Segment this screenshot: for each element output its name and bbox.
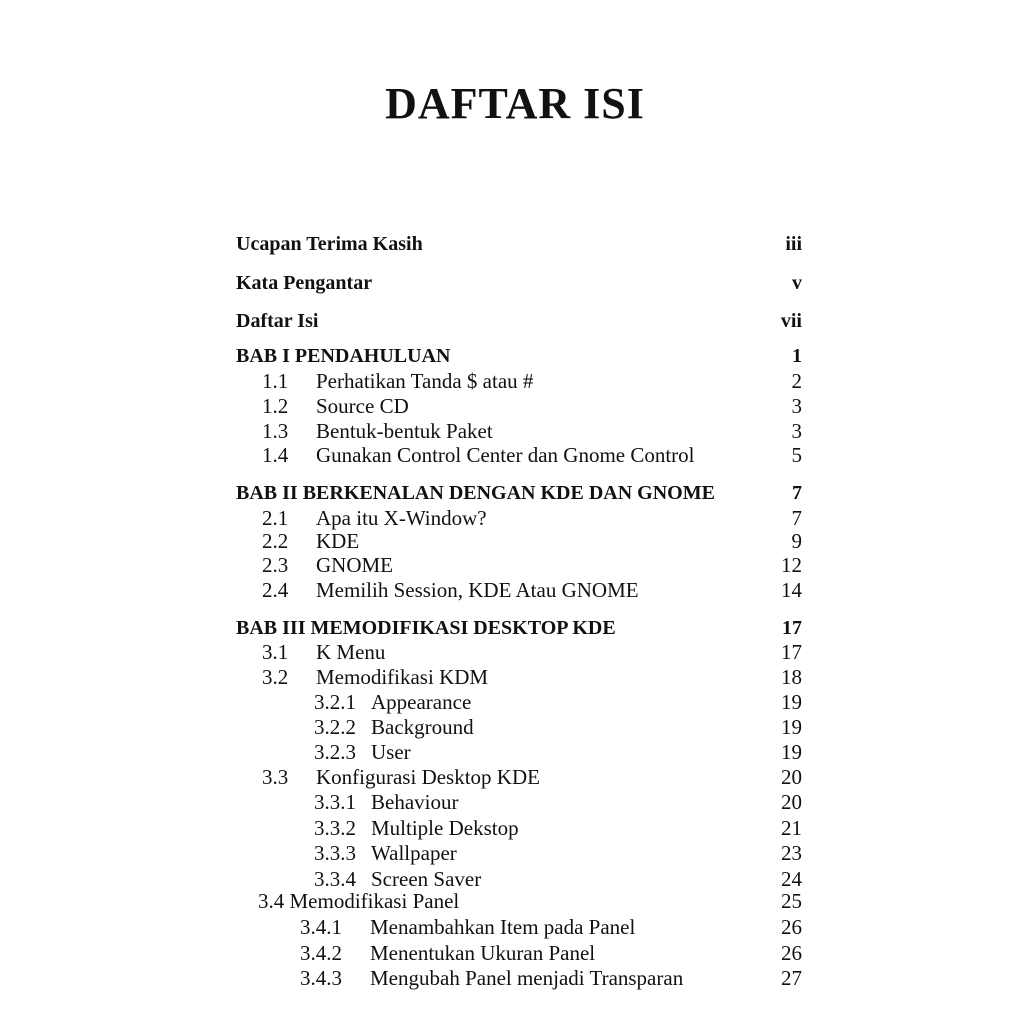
toc-page-number: v <box>792 272 802 294</box>
section-number: 2.2 <box>262 529 289 553</box>
toc-entry-preface <box>0 270 1024 296</box>
section-title: Memodifikasi KDM <box>316 665 489 689</box>
toc-page-number: iii <box>785 233 802 255</box>
section-number: 2.4 <box>262 578 289 602</box>
toc-section <box>0 639 1024 665</box>
subsection-title: Menentukan Ukuran Panel <box>370 941 596 965</box>
toc-page-number: 19 <box>781 740 802 764</box>
subsection-title: Mengubah Panel menjadi Transparan <box>370 966 684 990</box>
toc-section <box>0 577 1024 603</box>
subsection-title: Behaviour <box>371 790 459 814</box>
section-number: 1.3 <box>262 419 289 443</box>
subsection-number: 3.2.3 <box>314 740 356 764</box>
toc-entry-label: Kata Pengantar <box>236 272 373 294</box>
toc-chapter-1 <box>0 343 1024 369</box>
subsection-title: Background <box>371 715 474 739</box>
subsection-number: 3.4.3 <box>300 966 342 990</box>
toc-chapter-3 <box>0 615 1024 641</box>
section-number: 1.4 <box>262 443 289 467</box>
toc-entry-acknowledgements <box>0 231 1024 257</box>
subsection-title: Wallpaper <box>371 841 457 865</box>
toc-subsection <box>0 815 1024 841</box>
subsection-title: Appearance <box>371 690 472 714</box>
chapter-heading: BAB II BERKENALAN DENGAN KDE DAN GNOME <box>236 482 715 504</box>
section-title: Source CD <box>316 394 409 418</box>
toc-subsection <box>0 689 1024 715</box>
subsection-number: 3.2.1 <box>314 690 356 714</box>
toc-section <box>0 442 1024 468</box>
toc-entry-label: Daftar Isi <box>236 310 319 332</box>
toc-section <box>0 368 1024 394</box>
subsection-number: 3.3.4 <box>314 867 356 891</box>
subsection-title: Multiple Dekstop <box>371 816 519 840</box>
subsection-number: 3.3.2 <box>314 816 356 840</box>
subsection-number: 3.2.2 <box>314 715 356 739</box>
toc-section <box>0 418 1024 444</box>
chapter-heading: BAB I PENDAHULUAN <box>236 345 451 367</box>
toc-page-number: 19 <box>781 690 802 714</box>
toc-entry-contents <box>0 308 1024 334</box>
toc-page-number: 3 <box>791 419 802 443</box>
section-number: 2.1 <box>262 506 289 530</box>
toc-page-number: 12 <box>781 553 802 577</box>
section-title: K Menu <box>316 640 386 664</box>
toc-page-number: 24 <box>781 867 802 891</box>
section-number: 1.1 <box>262 369 289 393</box>
toc-section <box>0 393 1024 419</box>
toc-subsection <box>0 965 1024 991</box>
toc-page-number: 20 <box>781 765 802 789</box>
toc-page-number: 9 <box>791 529 802 553</box>
toc-section <box>0 528 1024 554</box>
section-title: GNOME <box>316 553 393 577</box>
subsection-number: 3.3.3 <box>314 841 356 865</box>
toc-page-number: 18 <box>781 665 802 689</box>
toc-entry-label: Ucapan Terima Kasih <box>236 233 423 255</box>
section-title: Konfigurasi Desktop KDE <box>316 765 540 789</box>
toc-subsection <box>0 789 1024 815</box>
toc-page-number: 26 <box>781 915 802 939</box>
toc-page-number: vii <box>780 310 802 332</box>
toc-page-number: 19 <box>781 715 802 739</box>
toc-page-number: 26 <box>781 941 802 965</box>
toc-page-number: 3 <box>791 394 802 418</box>
toc-subsection <box>0 714 1024 740</box>
subsection-number: 3.4.1 <box>300 915 342 939</box>
toc-page-number: 21 <box>781 816 802 840</box>
section-title: KDE <box>316 529 360 553</box>
toc-page-number: 17 <box>782 617 802 639</box>
toc-page-number: 23 <box>781 841 802 865</box>
toc-subsection <box>0 840 1024 866</box>
subsection-title: Menambahkan Item pada Panel <box>370 915 636 939</box>
toc-section <box>0 764 1024 790</box>
toc-page-number: 17 <box>781 640 802 664</box>
section-number: 2.3 <box>262 553 289 577</box>
section-title: Gunakan Control Center dan Gnome Control <box>316 443 695 467</box>
toc-section <box>0 888 1024 914</box>
toc-page-number: 1 <box>792 345 802 367</box>
subsection-title: Screen Saver <box>371 867 482 891</box>
page-title: DAFTAR ISI <box>385 79 645 128</box>
section-number: 3.2 <box>262 665 289 689</box>
toc-page-number: 14 <box>781 578 802 602</box>
toc-page-number: 7 <box>791 506 802 530</box>
toc-chapter-2 <box>0 480 1024 506</box>
toc-subsection <box>0 914 1024 940</box>
chapter-heading: BAB III MEMODIFIKASI DESKTOP KDE <box>236 617 616 639</box>
toc-page-number: 7 <box>792 482 802 504</box>
toc-subsection <box>0 739 1024 765</box>
section-title: Bentuk-bentuk Paket <box>316 419 493 443</box>
subsection-number: 3.4.2 <box>300 941 342 965</box>
toc-page-number: 20 <box>781 790 802 814</box>
toc-page-number: 27 <box>781 966 802 990</box>
section-title: 3.4 Memodifikasi Panel <box>258 889 460 913</box>
toc-section <box>0 664 1024 690</box>
section-title: Perhatikan Tanda $ atau # <box>316 369 534 393</box>
section-number: 3.1 <box>262 640 289 664</box>
section-title: Memilih Session, KDE Atau GNOME <box>316 578 639 602</box>
section-title: Apa itu X-Window? <box>316 506 487 530</box>
subsection-title: User <box>371 740 411 764</box>
toc-subsection <box>0 940 1024 966</box>
toc-section <box>0 552 1024 578</box>
section-number: 3.3 <box>262 765 289 789</box>
toc-page-number: 25 <box>781 889 802 913</box>
subsection-number: 3.3.1 <box>314 790 356 814</box>
toc-page-number: 2 <box>791 369 802 393</box>
toc-page-number: 5 <box>791 443 802 467</box>
section-number: 1.2 <box>262 394 289 418</box>
